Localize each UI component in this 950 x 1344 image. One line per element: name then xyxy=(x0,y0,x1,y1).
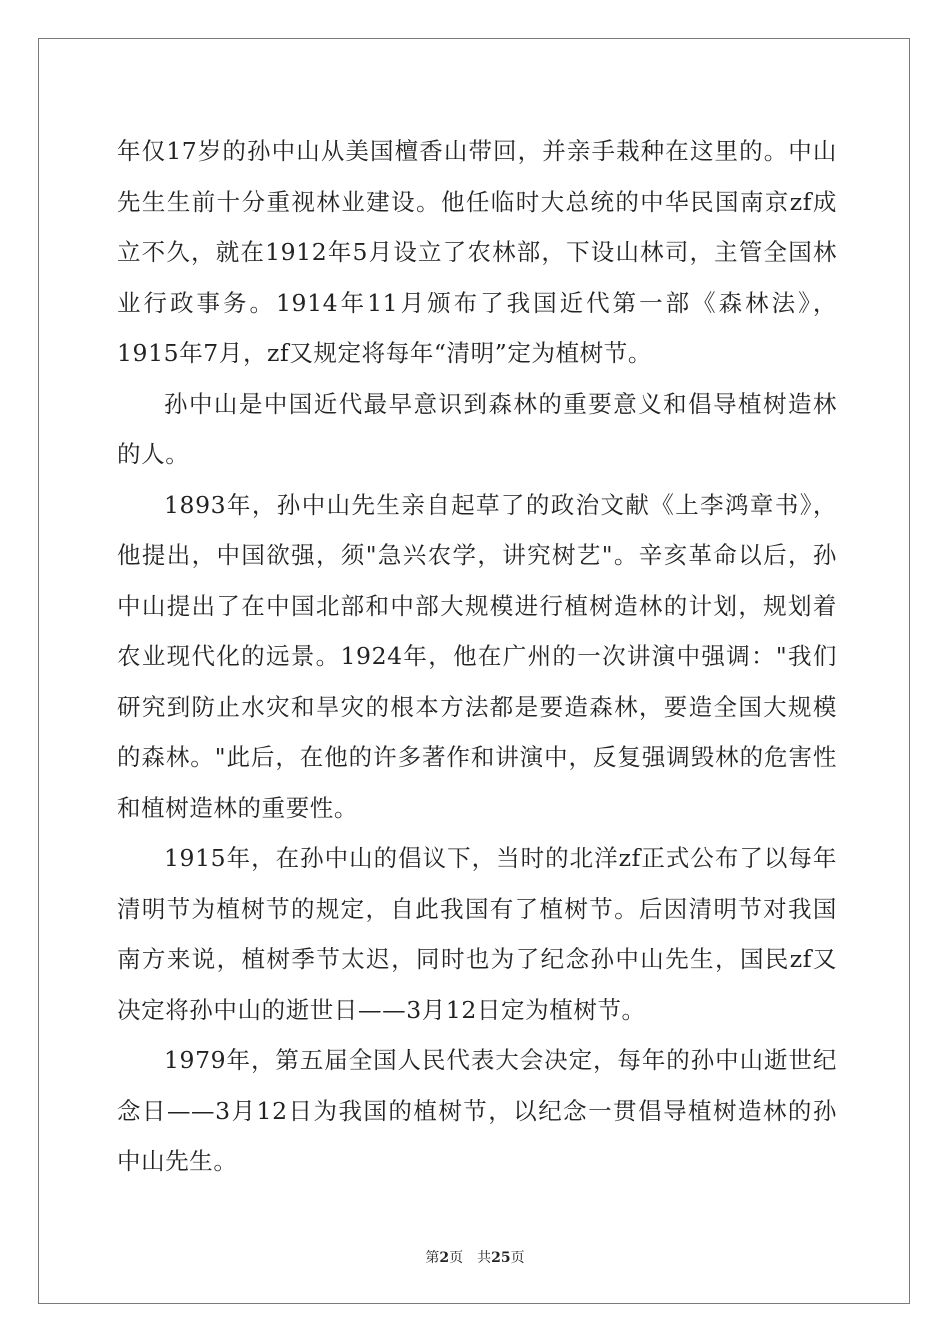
paragraph-4: 1915年，在孙中山的倡议下，当时的北洋zf正式公布了以每年清明节为植树节的规定，自此我国有了植树节。后因清明节对我国南方来说，植树季节太迟，同时也为了纪念孙中山先生，国民zf又决定将孙中山的逝世日——3月12日定为植树节。 xyxy=(117,844,837,1024)
page-footer xyxy=(0,1247,950,1267)
paragraph-3: 1893年，孙中山先生亲自起草了的政治文献《上李鸿章书》，他提出，中国欲强，须"急兴农学，讲究树艺"。辛亥革命以后，孙中山提出了在中国北部和中部大规模进行植树造林的计划，规划着农业现代化的远景。1924年，他在广州的一次讲演中强调："我们研究到防止水灾和旱灾的根本方法都是要造森林，要造全国大规模的森林。"此后，在他的许多著作和讲演中，反复强调毁林的危害性和植树造林的重要性。 xyxy=(117,490,837,822)
document-body xyxy=(117,126,837,1187)
total-suffix: 页 xyxy=(510,1250,525,1266)
paragraph-2: 孙中山是中国近代最早意识到森林的重要意义和倡导植树造林的人。 xyxy=(117,389,837,468)
page-suffix: 页 xyxy=(449,1250,464,1266)
total-pages: 25 xyxy=(491,1250,511,1266)
paragraph-1: 年仅17岁的孙中山从美国檀香山带回，并亲手栽种在这里的。中山先生生前十分重视林业建设。他任临时大总统的中华民国南京zf成立不久，就在1912年5月设立了农林部，下设山林司，主管全国林业行政事务。1914年11月颁布了我国近代第一部《森林法》，1915年7月，zf又规定将每年“清明”定为植树节。 xyxy=(117,137,837,367)
total-prefix: 共 xyxy=(477,1250,492,1266)
total-pages-label xyxy=(477,1250,524,1266)
page-number-label xyxy=(425,1250,463,1266)
page-number: 2 xyxy=(439,1250,450,1266)
page-prefix: 第 xyxy=(425,1250,440,1266)
paragraph-5: 1979年，第五届全国人民代表大会决定，每年的孙中山逝世纪念日——3月12日为我国的植树节，以纪念一贯倡导植树造林的孙中山先生。 xyxy=(117,1046,837,1175)
